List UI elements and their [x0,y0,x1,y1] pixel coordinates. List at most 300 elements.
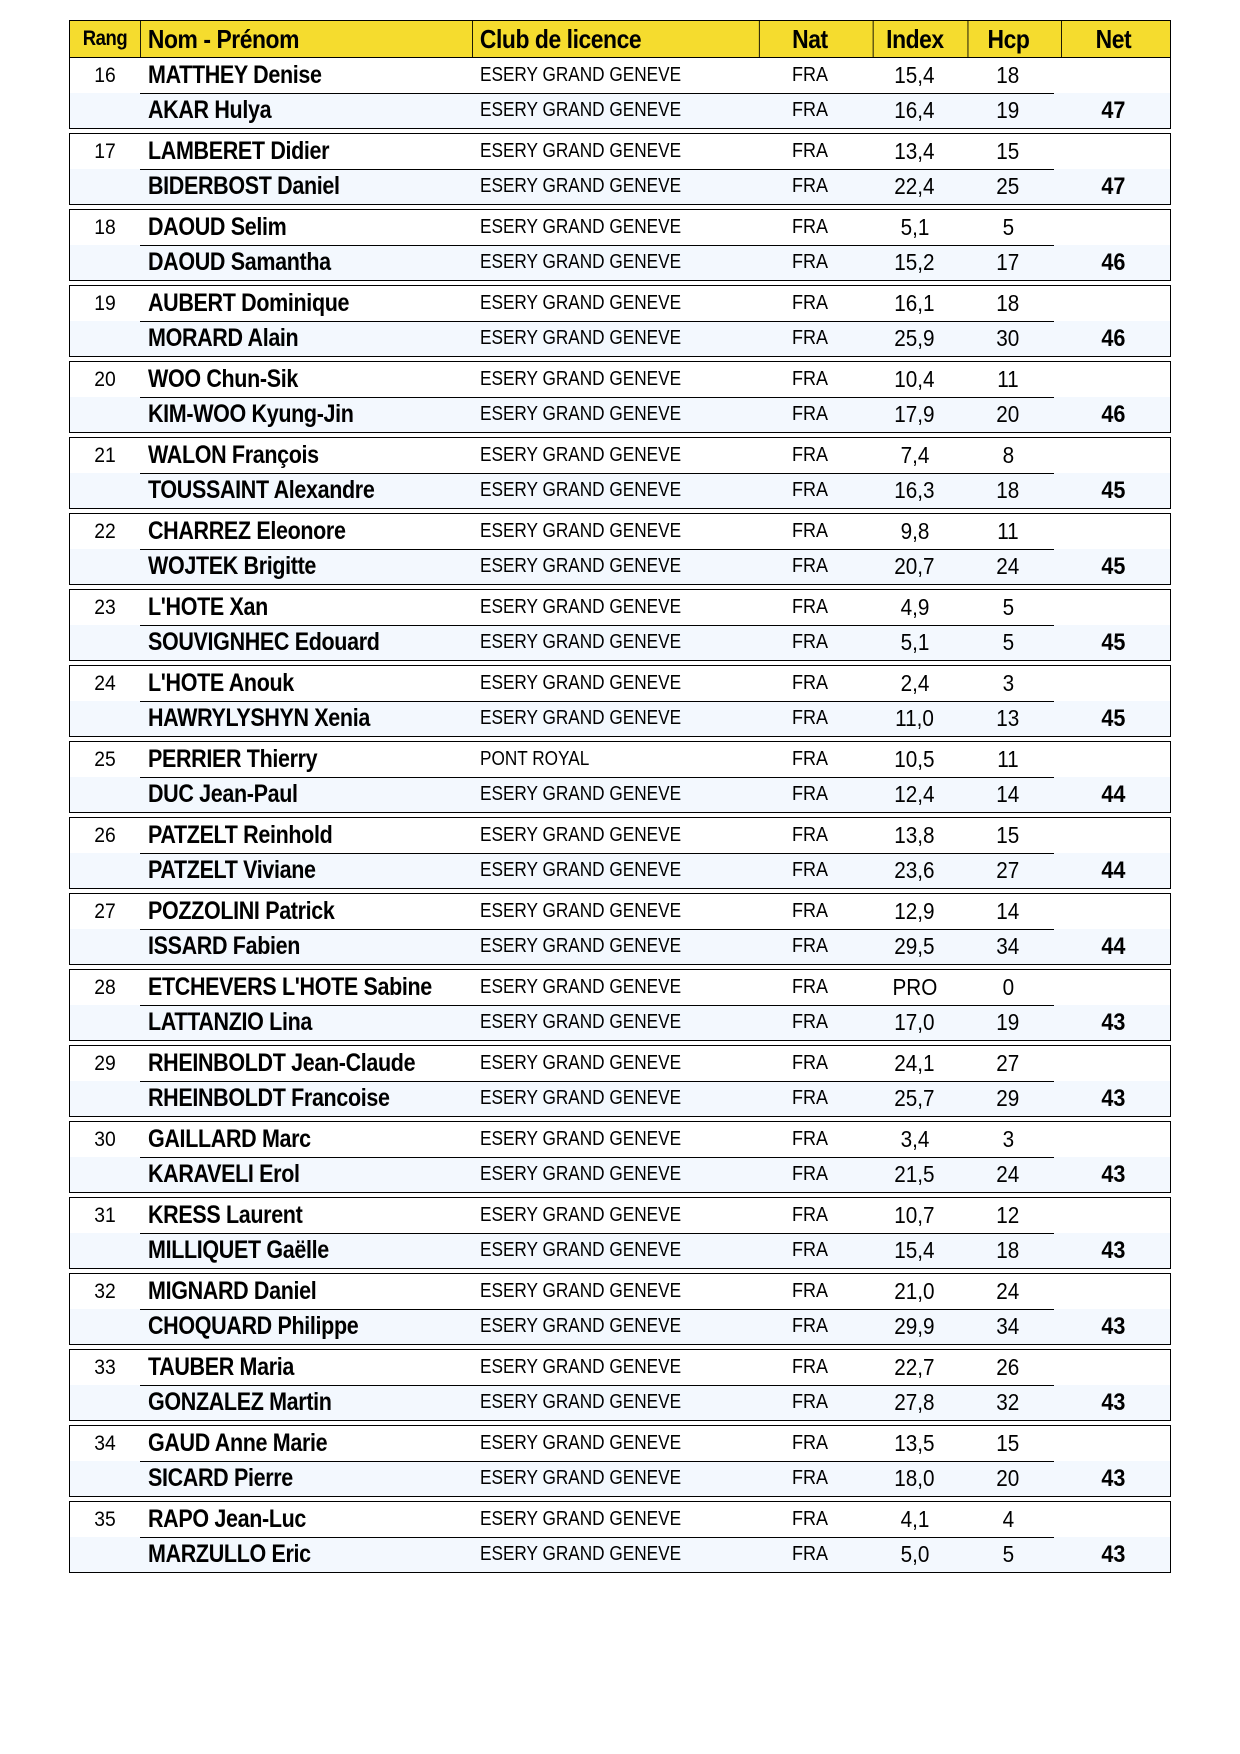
handicap-cell-text: 14 [996,781,1020,807]
handicap-cell [962,93,1054,128]
rank-cell-text: 18 [94,215,116,239]
handicap-cell-text: 15 [996,138,1020,164]
index-cell [867,321,962,356]
rank-cell [73,1081,137,1116]
handicap-cell [962,777,1054,812]
net-score-cell [1054,1005,1172,1040]
nationality-cell [752,134,867,169]
nationality-cell [752,1309,867,1344]
handicap-cell [962,58,1054,93]
table-row [70,473,1170,508]
table-row [70,929,1170,964]
handicap-cell-text: 24 [996,1161,1020,1187]
header-net: Net [1061,21,1165,57]
nationality-cell-text: FRA [791,1204,828,1226]
player-name-cell-text: RHEINBOLDT Francoise [148,1084,390,1112]
player-name-cell [140,666,472,701]
nationality-cell-text: FRA [791,748,828,770]
nationality-cell-text: FRA [791,292,828,314]
handicap-cell [962,549,1054,584]
table-row [70,58,1170,93]
handicap-cell [962,245,1054,280]
handicap-cell-text: 26 [996,1354,1020,1380]
rank-cell [73,894,137,929]
team-group [69,665,1171,737]
header-nom: Nom - Prénom [140,21,432,57]
rank-cell-text: 28 [94,975,116,999]
net-score-cell-text: 44 [1100,932,1126,960]
table-row [70,1081,1170,1116]
club-cell-text: ESERY GRAND GENEVE [480,1204,682,1226]
handicap-cell [962,1274,1054,1309]
player-name-cell [140,286,472,321]
handicap-cell [962,397,1054,432]
player-name-cell-text: SICARD Pierre [148,1464,293,1492]
club-cell [472,666,752,701]
header-index: Index [873,21,957,57]
net-score-cell-text: 43 [1100,1312,1126,1340]
club-cell-text: ESERY GRAND GENEVE [480,1432,682,1454]
team-list [69,58,1171,1573]
player-name-cell-text: MIGNARD Daniel [148,1277,317,1305]
row-divider [140,1157,1054,1158]
index-cell [867,1309,962,1344]
nationality-cell [752,590,867,625]
rank-cell [73,970,137,1005]
club-cell-text: ESERY GRAND GENEVE [480,368,682,390]
row-divider [140,321,1054,322]
nationality-cell-text: FRA [791,976,828,998]
club-cell [472,590,752,625]
player-name-cell-text: LAMBERET Didier [148,137,330,165]
club-cell-text: ESERY GRAND GENEVE [480,1052,682,1074]
net-score-cell [1054,245,1172,280]
rank-cell [73,169,137,204]
net-score-cell [1054,362,1172,397]
club-cell [472,1046,752,1081]
club-cell-text: ESERY GRAND GENEVE [480,403,682,425]
handicap-cell-text: 18 [996,477,1020,503]
net-score-cell [1054,58,1172,93]
club-cell-text: ESERY GRAND GENEVE [480,1163,682,1185]
rank-cell [73,1122,137,1157]
handicap-cell-text: 13 [996,705,1020,731]
handicap-cell [962,1385,1054,1420]
index-cell-text: 3,4 [900,1126,929,1152]
rank-cell-text: 16 [94,63,116,87]
player-name-cell-text: POZZOLINI Patrick [148,897,335,925]
player-name-cell-text: PATZELT Reinhold [148,821,333,849]
handicap-cell [962,1461,1054,1496]
rank-cell [73,625,137,660]
club-cell-text: ESERY GRAND GENEVE [480,707,682,729]
nationality-cell-text: FRA [791,327,828,349]
index-cell-text: 13,4 [894,138,935,164]
table-row [70,666,1170,701]
club-cell-text: ESERY GRAND GENEVE [480,216,682,238]
handicap-cell [962,1157,1054,1192]
player-name-cell-text: DUC Jean-Paul [148,780,298,808]
index-cell [867,625,962,660]
index-cell-text: 20,7 [894,553,935,579]
table-row [70,93,1170,128]
header-club: Club de licence [472,21,718,57]
nationality-cell-text: FRA [791,1011,828,1033]
net-score-cell [1054,590,1172,625]
nationality-cell [752,1046,867,1081]
row-divider [140,777,1054,778]
player-name-cell [140,1157,472,1192]
handicap-cell-text: 0 [1002,974,1014,1000]
index-cell-text: 9,8 [900,518,929,544]
club-cell-text: ESERY GRAND GENEVE [480,976,682,998]
row-divider [140,625,1054,626]
handicap-cell [962,321,1054,356]
net-score-cell [1054,169,1172,204]
index-cell-text: 13,8 [894,822,935,848]
handicap-cell-text: 27 [996,857,1020,883]
handicap-cell-text: 5 [1002,594,1014,620]
index-cell-text: 11,0 [895,705,934,731]
row-divider [140,397,1054,398]
net-score-cell [1054,438,1172,473]
nationality-cell-text: FRA [791,403,828,425]
net-score-cell [1054,701,1172,736]
player-name-cell-text: MATTHEY Denise [148,61,322,89]
team-group [69,437,1171,509]
index-cell [867,818,962,853]
player-name-cell [140,362,472,397]
net-score-cell [1054,473,1172,508]
index-cell-text: 23,6 [894,857,935,883]
row-divider [140,169,1054,170]
index-cell [867,1005,962,1040]
nationality-cell-text: FRA [791,1356,828,1378]
nationality-cell [752,1274,867,1309]
player-name-cell-text: GAILLARD Marc [148,1125,311,1153]
rank-cell [73,1385,137,1420]
rank-cell [73,929,137,964]
rank-cell-text: 25 [94,747,116,771]
handicap-cell-text: 11 [997,746,1019,772]
club-cell [472,1198,752,1233]
club-cell [472,1537,752,1572]
rank-cell [73,1157,137,1192]
nationality-cell-text: FRA [791,1163,828,1185]
club-cell [472,1122,752,1157]
index-cell-text: 7,4 [900,442,929,468]
player-name-cell [140,777,472,812]
net-score-cell-text: 43 [1100,1084,1126,1112]
rank-cell-text: 30 [94,1127,116,1151]
nationality-cell [752,362,867,397]
net-score-cell [1054,929,1172,964]
handicap-cell [962,970,1054,1005]
net-score-cell [1054,321,1172,356]
index-cell-text: 13,5 [894,1430,935,1456]
nationality-cell-text: FRA [791,859,828,881]
index-cell-text: 5,1 [900,629,929,655]
net-score-cell-text: 43 [1100,1388,1126,1416]
index-cell-text: 10,5 [894,746,935,772]
player-name-cell-text: L'HOTE Anouk [148,669,294,697]
index-cell [867,701,962,736]
index-cell-text: 5,1 [900,214,929,240]
rank-cell [73,1005,137,1040]
handicap-cell [962,625,1054,660]
rank-cell [73,1046,137,1081]
handicap-cell [962,742,1054,777]
team-group [69,741,1171,813]
nationality-cell-text: FRA [791,140,828,162]
handicap-cell-text: 3 [1002,670,1014,696]
nationality-cell-text: FRA [791,1391,828,1413]
club-cell [472,777,752,812]
handicap-cell-text: 5 [1002,629,1014,655]
player-name-cell-text: BIDERBOST Daniel [148,172,340,200]
nationality-cell-text: FRA [791,64,828,86]
nationality-cell-text: FRA [791,707,828,729]
player-name-cell [140,1537,472,1572]
nationality-cell [752,1081,867,1116]
club-cell [472,514,752,549]
index-cell [867,1385,962,1420]
index-cell [867,1046,962,1081]
rank-cell [73,1502,137,1537]
nationality-cell [752,1385,867,1420]
net-score-cell-text: 43 [1100,1008,1126,1036]
player-name-cell-text: SOUVIGNHEC Edouard [148,628,380,656]
nationality-cell-text: FRA [791,175,828,197]
team-group [69,1045,1171,1117]
row-divider [140,853,1054,854]
nationality-cell [752,1461,867,1496]
nationality-cell [752,1537,867,1572]
rank-cell-text: 23 [94,595,116,619]
club-cell [472,362,752,397]
table-row [70,397,1170,432]
handicap-cell [962,1046,1054,1081]
player-name-cell-text: GONZALEZ Martin [148,1388,332,1416]
index-cell [867,590,962,625]
handicap-cell [962,1233,1054,1268]
nationality-cell [752,666,867,701]
net-score-cell-text: 46 [1100,400,1126,428]
row-divider [140,1233,1054,1234]
team-group [69,1197,1171,1269]
nationality-cell [752,1502,867,1537]
net-score-cell [1054,853,1172,888]
club-cell-text: ESERY GRAND GENEVE [480,292,682,314]
nationality-cell-text: FRA [791,672,828,694]
handicap-cell-text: 4 [1002,1506,1014,1532]
player-name-cell [140,549,472,584]
nationality-cell [752,321,867,356]
player-name-cell [140,1122,472,1157]
nationality-cell [752,970,867,1005]
net-score-cell [1054,1157,1172,1192]
index-cell-text: PRO [892,974,937,1000]
club-cell [472,1426,752,1461]
rank-cell-text: 20 [94,367,116,391]
handicap-cell [962,590,1054,625]
handicap-cell [962,362,1054,397]
index-cell-text: 15,2 [894,249,935,275]
player-name-cell-text: KIM-WOO Kyung-Jin [148,400,354,428]
row-divider [140,245,1054,246]
handicap-cell-text: 3 [1002,1126,1014,1152]
index-cell-text: 12,9 [894,898,935,924]
index-cell-text: 15,4 [894,1237,935,1263]
player-name-cell [140,397,472,432]
handicap-cell [962,1537,1054,1572]
nationality-cell-text: FRA [791,520,828,542]
player-name-cell [140,134,472,169]
handicap-cell [962,666,1054,701]
nationality-cell-text: FRA [791,1087,828,1109]
nationality-cell-text: FRA [791,1508,828,1530]
team-group [69,58,1171,129]
net-score-cell [1054,1309,1172,1344]
index-cell [867,894,962,929]
table-row [70,970,1170,1005]
index-cell [867,438,962,473]
player-name-cell [140,1426,472,1461]
player-name-cell-text: KRESS Laurent [148,1201,303,1229]
player-name-cell [140,1198,472,1233]
row-divider [140,549,1054,550]
table-row [70,514,1170,549]
table-row [70,853,1170,888]
index-cell-text: 24,1 [894,1050,935,1076]
rank-cell [73,1426,137,1461]
handicap-cell [962,473,1054,508]
player-name-cell [140,742,472,777]
nationality-cell [752,549,867,584]
club-cell-text: ESERY GRAND GENEVE [480,1391,682,1413]
player-name-cell-text: DAOUD Samantha [148,248,331,276]
handicap-cell [962,1309,1054,1344]
nationality-cell [752,894,867,929]
nationality-cell [752,853,867,888]
team-group [69,1349,1171,1421]
net-score-cell-text: 46 [1100,248,1126,276]
player-name-cell [140,1309,472,1344]
net-score-cell-text: 47 [1100,96,1126,124]
net-score-cell [1054,742,1172,777]
net-score-cell [1054,1426,1172,1461]
table-row [70,1426,1170,1461]
rank-cell [73,286,137,321]
index-cell [867,777,962,812]
table-row [70,210,1170,245]
nationality-cell-text: FRA [791,1432,828,1454]
club-cell [472,58,752,93]
nationality-cell [752,169,867,204]
rank-cell [73,438,137,473]
row-divider [140,1005,1054,1006]
net-score-cell [1054,549,1172,584]
nationality-cell-text: FRA [791,444,828,466]
player-name-cell-text: PATZELT Viviane [148,856,316,884]
rank-cell [73,1233,137,1268]
club-cell [472,701,752,736]
club-cell [472,853,752,888]
net-score-cell [1054,514,1172,549]
rank-cell [73,742,137,777]
handicap-cell-text: 18 [996,62,1020,88]
player-name-cell-text: PERRIER Thierry [148,745,318,773]
player-name-cell [140,93,472,128]
handicap-cell-text: 5 [1002,214,1014,240]
index-cell [867,549,962,584]
handicap-cell [962,169,1054,204]
net-score-cell [1054,1537,1172,1572]
nationality-cell-text: FRA [791,596,828,618]
handicap-cell [962,1350,1054,1385]
index-cell [867,1157,962,1192]
table-row [70,1233,1170,1268]
club-cell [472,1005,752,1040]
player-name-cell-text: RHEINBOLDT Jean-Claude [148,1049,416,1077]
index-cell-text: 2,4 [900,670,929,696]
index-cell [867,1274,962,1309]
row-divider [140,1461,1054,1462]
club-cell-text: ESERY GRAND GENEVE [480,1280,682,1302]
rank-cell [73,1350,137,1385]
club-cell-text: ESERY GRAND GENEVE [480,596,682,618]
club-cell [472,1233,752,1268]
nationality-cell-text: FRA [791,1315,828,1337]
player-name-cell [140,473,472,508]
table-row [70,549,1170,584]
player-name-cell-text: ISSARD Fabien [148,932,301,960]
team-group [69,969,1171,1041]
nationality-cell [752,1233,867,1268]
rank-cell [73,210,137,245]
team-group [69,513,1171,585]
index-cell-text: 16,4 [894,97,935,123]
team-group [69,209,1171,281]
player-name-cell [140,1385,472,1420]
club-cell [472,169,752,204]
index-cell [867,1502,962,1537]
player-name-cell [140,514,472,549]
index-cell [867,742,962,777]
index-cell-text: 29,9 [894,1313,935,1339]
player-name-cell [140,818,472,853]
nationality-cell-text: FRA [791,1128,828,1150]
rank-cell [73,397,137,432]
handicap-cell [962,286,1054,321]
handicap-cell-text: 34 [996,933,1020,959]
index-cell [867,853,962,888]
table-row [70,625,1170,660]
rank-cell [73,549,137,584]
player-name-cell-text: DAOUD Selim [148,213,287,241]
index-cell-text: 22,7 [894,1354,935,1380]
nationality-cell [752,701,867,736]
header-rang: Rang [82,27,128,50]
nationality-cell-text: FRA [791,1543,828,1565]
nationality-cell-text: FRA [791,479,828,501]
player-name-cell [140,625,472,660]
rank-cell [73,1198,137,1233]
table-row [70,590,1170,625]
index-cell-text: 5,0 [900,1541,929,1567]
club-cell-text: ESERY GRAND GENEVE [480,140,682,162]
results-table [69,20,1171,1573]
